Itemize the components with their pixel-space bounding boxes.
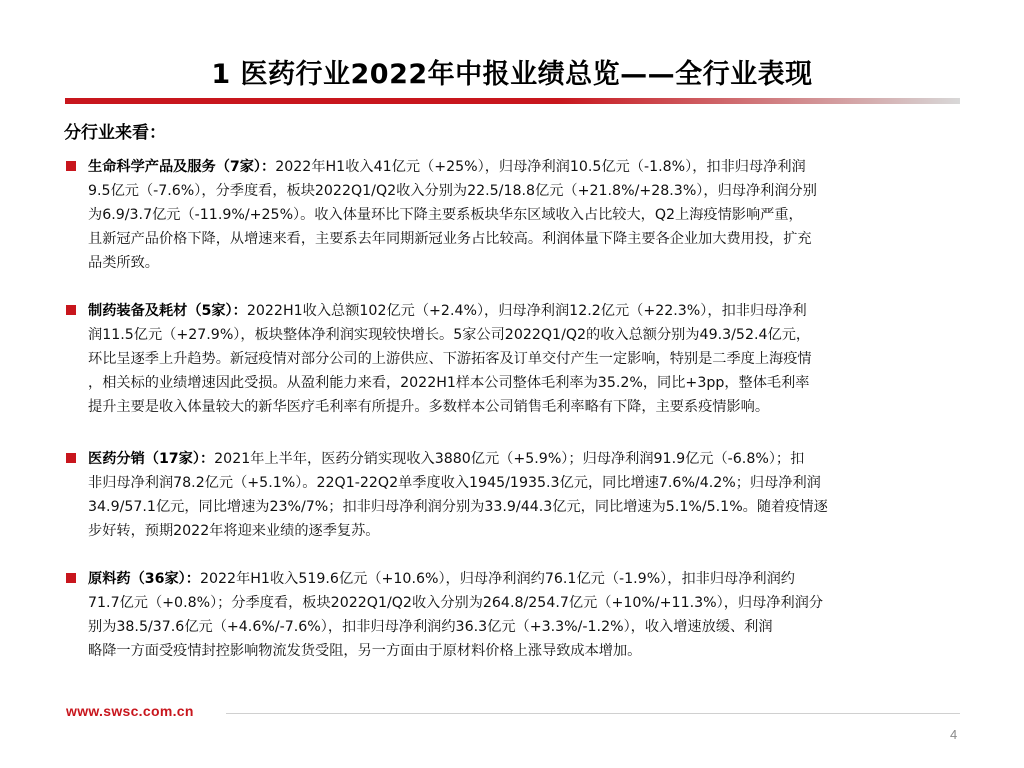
- text-line: ，相关标的业绩增速因此受损。从盈利能力来看，2022H1样本公司整体毛利率为35.2%，同比+3pp，整体毛利率: [88, 375, 810, 391]
- text-line: 为6.9/3.7亿元（-11.9%/+25%）。收入体量环比下降主要系板块华东区域收入占比较大，Q2上海疫情影响严重，: [88, 207, 803, 223]
- bullet-section-pharma-equipment: [64, 299, 964, 419]
- line-text: 2021年上半年，医药分销实现收入3880亿元（+5.9%）；归母净利润91.9亿元（-6.8%）；扣: [214, 451, 805, 467]
- section-subheading: 分行业来看：: [64, 123, 166, 143]
- bullet-section-life-science: [64, 155, 964, 275]
- text-line: 略降一方面受疫情封控影响物流发货受阻，另一方面由于原材料价格上涨导致成本增加。: [88, 643, 642, 659]
- bullet-square-icon: [66, 305, 76, 315]
- bullet-square-icon: [66, 573, 76, 583]
- line-text: 2022H1收入总额102亿元（+2.4%），归母净利润12.2亿元（+22.3%），扣非归母净利: [246, 303, 807, 319]
- text-line: 71.7亿元（+0.8%）；分季度看，板块2022Q1/Q2收入分别为264.8/254.7亿元（+10%/+11.3%），归母净利润分: [88, 595, 824, 611]
- text-line: 非归母净利润78.2亿元（+5.1%）。22Q1-22Q2单季度收入1945/1935.3亿元，同比增速7.6%/4.2%；归母净利润: [88, 475, 821, 491]
- section-text: [88, 567, 964, 663]
- footer-website-link[interactable]: www.swsc.com.cn: [66, 703, 194, 719]
- text-line: [88, 567, 964, 591]
- text-line: 9.5亿元（-7.6%），分季度看，板块2022Q1/Q2收入分别为22.5/18.8亿元（+21.8%/+28.3%），归母净利润分别: [88, 183, 817, 199]
- text-line: 润11.5亿元（+27.9%），板块整体净利润实现较快增长。5家公司2022Q1/Q2的收入总额分别为49.3/52.4亿元，: [88, 327, 811, 343]
- text-line: 别为38.5/37.6亿元（+4.6%/-7.6%），扣非归母净利润约36.3亿元（+3.3%/-1.2%），收入增速放缓、利润: [88, 619, 773, 635]
- section-text: [88, 447, 964, 543]
- line-text: 2022年H1收入41亿元（+25%），归母净利润10.5亿元（-1.8%），扣非归母净利润: [275, 159, 806, 175]
- section-heading: 制药装备及耗材（5家）：: [88, 303, 247, 319]
- text-line: [88, 155, 964, 179]
- page-title: 1 医药行业2022年中报业绩总览——全行业表现: [211, 59, 813, 90]
- text-line: 环比呈逐季上升趋势。新冠疫情对部分公司的上游供应、下游拓客及订单交付产生一定影响，特别是二季度上海疫情: [88, 351, 812, 367]
- text-line: 品类所致。: [88, 255, 159, 271]
- bullet-section-distribution: [64, 447, 964, 543]
- text-line: 且新冠产品价格下降，从增速来看，主要系去年同期新冠业务占比较高。利润体量下降主要各企业加大费用投，扩充: [88, 231, 812, 247]
- bullet-square-icon: [66, 161, 76, 171]
- text-line: 步好转，预期2022年将迎来业绩的逐季复苏。: [88, 523, 380, 539]
- text-line: 34.9/57.1亿元，同比增速为23%/7%；扣非归母净利润分别为33.9/44.3亿元，同比增速为5.1%/5.1%。随着疫情逐: [88, 499, 828, 515]
- section-text: [88, 299, 964, 419]
- section-heading: 原料药（36家）：: [88, 571, 200, 587]
- bullet-square-icon: [66, 453, 76, 463]
- text-line: 提升主要是收入体量较大的新华医疗毛利率有所提升。多数样本公司销售毛利率略有下降，主要系疫情影响。: [88, 399, 770, 415]
- section-heading: 医药分销（17家）：: [88, 451, 215, 467]
- text-line: [88, 299, 964, 323]
- section-text: [88, 155, 964, 275]
- line-text: 2022年H1收入519.6亿元（+10.6%），归母净利润约76.1亿元（-1.9%），扣非归母净利润约: [199, 571, 795, 587]
- title-divider: [65, 98, 960, 104]
- section-heading: 生命科学产品及服务（7家）：: [88, 159, 276, 175]
- bullet-section-api: [64, 567, 964, 663]
- text-line: [88, 447, 964, 471]
- page-number: 4: [950, 727, 958, 742]
- footer-divider: [226, 713, 960, 714]
